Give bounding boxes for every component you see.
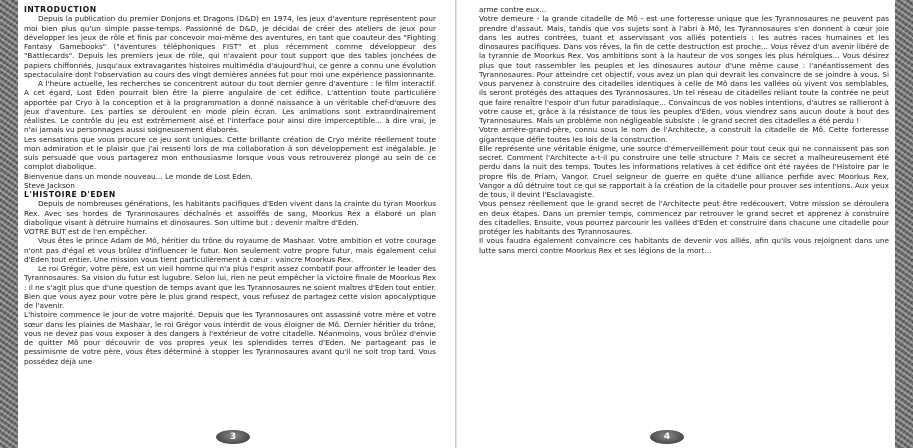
page-number-badge-left: 3 [216,430,250,444]
right-paragraph-2: Votre demeure - la grande citadelle de Mô - est une forteresse unique que les Tyrannosaures ne peuvent pas prendre d'assaut. Mais, tandis que vos sujets sont à l'abri à Mô, les Tyrannosaures s'en donnent à cœur joie dans les autres contrées, tuant et asservissant vos alliés potentiels : les autres races humaines et les dinosaures pacifiques. Dans vos rêves, la fin de cette destruction est proche... Vous rêvez d'un avenir libéré de la tyrannie de Moorkus Rex. Vos ambitions sont à la hauteur de vos songes les plus héroïques... Vous désirez plus que tout rassembler les peuples et les dinosaures autour d'une même cause : l'anéantissement des Tyrannosaures. Pour atteindre cet objectif, vous avez un plan qui devrait les convaincre de se joindre à vous. Si vous parvenez à construire des citadelles identiques à celle de Mô dans les vallées où vivent vos semblables, ils seront protégés des attaques des Tyrannosaures. Un tel réseau de citadelles reliant toute la contrée ne peut que faire renaître l'espoir d'un futur paradisiaque... Convaincus de vos nobles intentions, d'autres se rallieront à votre cause et, grâce à la résistance de tous les peuples d'Eden, vous viendrez sans aucun doute à bout des Tyrannosaures. Mais un problème non négligeable subsiste : le grand secret des citadelles a été perdu ! [479,14,889,125]
right-paragraph-6: Il vous faudra également convaincre ces habitants de devenir vos alliés, afin qu'ils vous rejoignent dans une lutte sans merci contre Moorkus Rex et ses légions de la mort... [479,236,889,255]
intro-paragraph-4: Bienvenue dans un monde nouveau... Le monde de Lost Eden. [24,171,253,181]
right-page [457,0,913,448]
intro-paragraph-2: A l'heure actuelle, les recherches se concentrent autour du tout dernier genre d'aventure : le film interactif. A cet égard, Lost Eden pourrait bien être la pierre angulaire de cet édifice. L'attention toute particulière apportée par Cryo à la conception et à la programmation a donné naissance à un véritable chef-d'œuvre des jeux d'aventure. Les parties se déroulent en mode plein écran. Les animations sont extraordinairement réalistes. Le contrôle du jeu est extrêmement aisé et l'interface pour ainsi dire imperceptible... à dire vrai, je n'ai jamais vu personnages aussi soigneusement élaborés. [24,79,436,135]
left-page [0,0,456,448]
intro-signature: Steve Jackson [24,180,75,190]
right-paragraph-4: Elle représente une véritable énigme, une source d'émerveillement pour tout ceux qui ne connaissent pas son secret. Comment l'Architecte a-t-il pu construire une telle structure ? Mais ce secret a malheureusement été perdu dans la nuit des temps. Toutes les informations relatives à cet édifice ont été rayées de l'Histoire par le propre fils de Priam, Vangor. Cruel seigneur de guerre en quête d'une alliance perfide avec Moorkus Rex, Vangor a dû détruire tout ce qui se rapportait à la création de la citadelle pour prouver ses intentions. Aux yeux de tous, il devint l'Esclavagiste. [479,143,889,199]
right-paragraph-5: Vous pensez réellement que le grand secret de l'Architecte peut être redécouvert. Votre mission se déroulera en deux étapes. Dans un premier temps, commencez par retrouver le grand secret et apprenez à construire des citadelles. Ensuite, vous pourrez parcourir les vallées d'Eden et construire dans chacune une citadelle pour protéger les habitants des Tyrannosaures. [479,199,889,236]
left-text-column [24,5,436,366]
story-heading: L'HISTOIRE D'EDEN [24,190,116,199]
story-paragraph-1: Depuis de nombreuses générations, les habitants pacifiques d'Eden vivent dans la crainte du tyran Moorkus Rex. Avec ses hordes de Tyrannosaures déchaînés et assoiffés de sang, Moorkus Rex a élaboré un plan diabolique visant à détruire humains et dinosaures. Son ultime but : devenir maître d'Eden. [24,199,436,227]
story-paragraph-3: Vous êtes le prince Adam de Mô, héritier du trône du royaume de Mashaar. Votre ambition et votre courage n'ont pas d'égal et vous brûlez d'influencer le futur. Non seulement votre propre futur, mais également celui d'Eden tout entier. Une mission vous tient particulièrement à cœur : vaincre Moorkus Rex. [24,236,436,264]
page-number-badge-right: 4 [650,430,684,444]
right-paragraph-3: Votre arrière-grand-père, connu sous le nom de l'Architecte, a construit la citadelle de Mô. Cette forteresse gigantesque défie toutes les lois de la construction. [479,125,889,144]
right-paragraph-1: arme contre eux... [479,5,547,14]
story-paragraph-5: L'histoire commence le jour de votre majorité. Depuis que les Tyrannosaures ont assassiné votre mère et votre sœur dans les plaines de Mashaar, le roi Grégor vous interdit de vous éloigner de Mô. Dernier héritier du trône, vous ne devez pas vous exposer à des dangers à l'extérieur de votre citadelle. Néanmoins, vous brûlez d'envie de quitter Mô pour découvrir de vos propres yeux les splendides terres d'Eden. Ne partageant pas le pessimisme de votre père, vous êtes déterminé à stopper les Tyrannosaures avant qu'il ne soit trop tard. Vous possédez déjà une [24,310,436,366]
story-paragraph-2: VOTRE BUT est de l'en empêcher. [24,227,148,236]
intro-paragraph-3: Les sensations que vous procure ce jeu sont uniques. Cette brillante création de Cryo mérite réellement toute mon admiration et le plaisir que j'ai ressenti lors de ma collaboration à son développement est inégalable. Je suis persuadé que vous partagerez mon enthousiasme lorsque vous vous retrouverez plongé au sein de ce complot diabolique. [24,134,436,172]
left-stone-border [0,0,18,448]
right-stone-border [895,0,913,448]
introduction-heading: INTRODUCTION [24,5,97,14]
story-paragraph-4: Le roi Grégor, votre père, est un vieil homme qui n'a plus l'esprit assez combatif pour affronter le leader des Tyrannosaures. Sa vision du futur est lugubre. Selon lui, rien ne peut empêcher la victoire finale de Moorkus Rex : il ne s'agit plus que d'une question de temps avant que les Tyrannosaures ne soient maîtres d'Eden tout entier. Bien que vous ayez pour votre père le plus grand respect, vous refusez de partagez cette vision apocalyptique de l'avenir. [24,264,436,310]
right-text-column [479,5,889,255]
intro-paragraph-1: Depuis la publication du premier Donjons et Dragons (D&D) en 1974, les jeux d'aventure représentent pour moi bien plus qu'un simple passe-temps. Passionné de D&D, je décidai de créer des ateliers de jeux pour développer les jeux de rôle et finis par concevoir moi-même des aventures, en tant que coauteur des "Fighting Fantasy Gamebooks" ("aventures téléphoniques FIST" et plus récemment comme développeur des "Battlecards". Depuis les premiers jeux de rôle, qui n'avaient pour tout support que des tables jonchées de papiers chiffonnés, jusqu'aux extravagantes histoires multimédia d'aujourd'hui, ce genre a connu une évolution spectaculaire dont l'observation au cours des vingt dernières années fut pour moi une expérience passionnante. [24,14,436,79]
